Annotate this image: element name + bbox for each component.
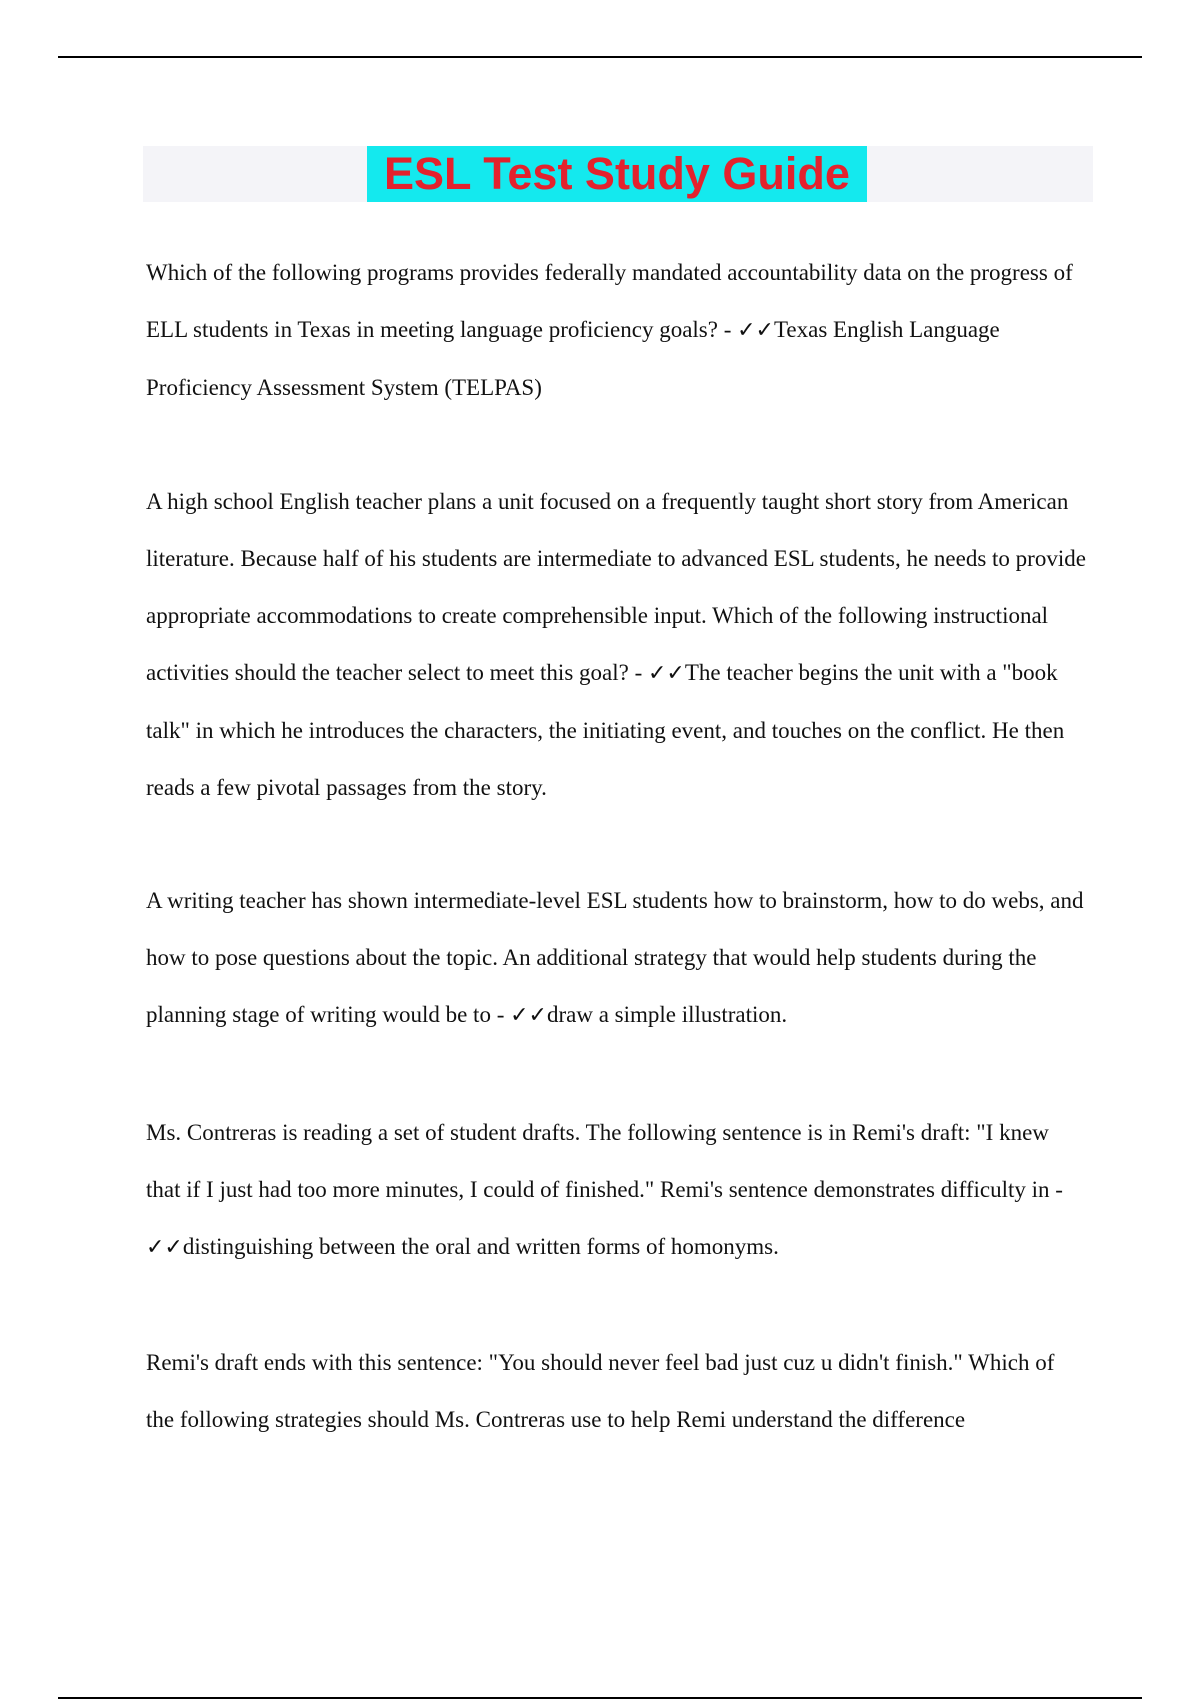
double-check-icon: ✓✓ xyxy=(648,661,685,686)
qa-item-1 xyxy=(146,244,1086,416)
qa-item-2 xyxy=(146,473,1086,816)
question-text: A high school English teacher plans a unit focused on a frequently taught short story from American literature. Because half of his students are intermediate to advanced ESL students, he needs to provide appropriate accommodations to create comprehensible input. Which of the following instructional activities should the teacher select to meet this goal? - xyxy=(146,489,1086,685)
question-text: Remi's draft ends with this sentence: "You should never feel bad just cuz u didn't finish." Which of the following strategies should Ms. Contreras use to help Remi understand the difference xyxy=(146,1350,1055,1432)
page-title: ESL Test Study Guide xyxy=(367,146,867,202)
double-check-icon: ✓✓ xyxy=(737,318,774,343)
footer-rule xyxy=(58,1697,1142,1699)
qa-item-5 xyxy=(146,1334,1086,1448)
question-text: A writing teacher has shown intermediate-level ESL students how to brainstorm, how to do webs, and how to pose questions about the topic. An additional strategy that would help students during the planning stage of writing would be to - xyxy=(146,888,1084,1027)
answer-text: distinguishing between the oral and written forms of homonyms. xyxy=(182,1234,779,1259)
double-check-icon: ✓✓ xyxy=(510,1003,547,1028)
question-text: Ms. Contreras is reading a set of student drafts. The following sentence is in Remi's draft: "I knew that if I just had too more minutes, I could of finished." Remi's sentence demonstrates difficulty in - xyxy=(146,1120,1063,1202)
answer-text: Texas English Language Proficiency Assessment System (TELPAS) xyxy=(146,317,1000,400)
question-text: Which of the following programs provides federally mandated accountability data on the progress of ELL students in Texas in meeting language proficiency goals? - xyxy=(146,260,1073,342)
qa-item-4 xyxy=(146,1104,1086,1276)
qa-item-3 xyxy=(146,872,1086,1044)
double-check-icon: ✓✓ xyxy=(146,1235,183,1260)
answer-text: draw a simple illustration. xyxy=(546,1002,788,1027)
answer-text: The teacher begins the unit with a "book talk" in which he introduces the characters, the initiating event, and touches on the conflict. He then reads a few pivotal passages from the story. xyxy=(146,660,1065,800)
header-rule xyxy=(58,56,1142,58)
